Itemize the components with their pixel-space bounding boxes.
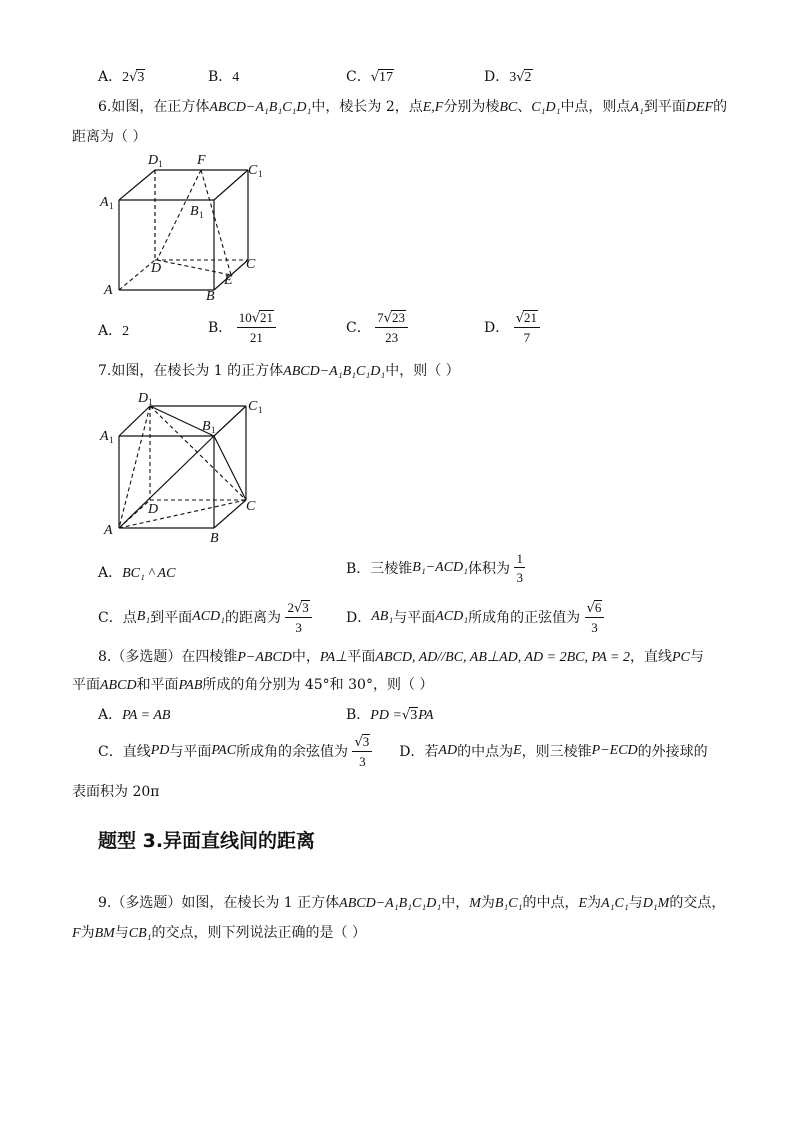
fraction: $\frac{1}{3}$	[516, 551, 523, 585]
fraction: $\frac{√3}{3}$	[352, 734, 372, 768]
q6-stem-line2: 距离为（ ）	[72, 129, 147, 145]
label-D: D	[148, 502, 159, 517]
label-B: B	[210, 531, 219, 546]
q8-option-b: B．PD =√3PA	[346, 707, 434, 723]
q6-stem-line1: 6.如图，在正方体ABCD−A₁B₁C₁D₁中，棱长为 2，点E,F分别为棱BC、C₁D₁中点，则点A₁到平面DEF的	[98, 99, 728, 115]
label-F: F	[197, 153, 206, 168]
svg-text:1: 1	[109, 435, 114, 445]
sqrt-symbol: √	[516, 70, 525, 85]
q8-option-c-d: C．直线PD与平面PAC所成角的余弦值为 $\frac{√3}{3}$ D．若AD的中点为E，则三棱锥P−ECD的外接球的	[98, 734, 708, 769]
q6-option-d: D． $\frac{√21}{7}$	[484, 310, 540, 344]
label-A1: A	[100, 195, 109, 210]
q8-option-d-line2: 表面积为 20π	[72, 784, 160, 800]
q9-stem-line1: 9.（多选题）如图，在棱长为 1 正方体ABCD−A₁B₁C₁D₁中，M为B₁C₁的中点，E为A₁C₁与D₁M的交点，	[98, 895, 726, 911]
svg-text:1: 1	[199, 210, 204, 220]
q6-cube-figure	[96, 150, 276, 305]
label-C: C	[246, 257, 256, 272]
label-B1: B	[202, 419, 211, 434]
label-D: D	[151, 261, 162, 276]
q6-option-c: C． $\frac{7√23}{23}$	[346, 310, 408, 344]
q5-options	[98, 64, 658, 86]
q6-options	[98, 310, 618, 350]
fraction: $\frac{10√21}{21}$	[237, 310, 276, 344]
label-A: A	[104, 523, 113, 538]
sqrt-symbol: √	[370, 70, 380, 85]
svg-text:1: 1	[258, 169, 263, 179]
label-E: E	[224, 273, 233, 288]
q6-option-b: B． $\frac{10√21}{21}$	[208, 310, 276, 344]
svg-text:1: 1	[109, 201, 114, 211]
label-A: A	[104, 283, 113, 298]
q7-option-c: C．点B₁到平面ACD₁的距离为 $\frac{2√3}{3}$	[98, 600, 312, 634]
svg-text:1: 1	[211, 425, 216, 435]
label-A1: A	[100, 429, 109, 444]
svg-text:1: 1	[148, 397, 153, 407]
fraction: $\frac{√21}{7}$	[514, 310, 540, 344]
q7-stem: 7.如图，在棱长为 1 的正方体ABCD−A₁B₁C₁D₁中，则（ ）	[98, 363, 460, 379]
label-C1: C	[248, 399, 258, 414]
fraction: $\frac{2√3}{3}$	[285, 600, 311, 634]
q7-option-b: B．三棱锥B₁−ACD₁体积为 $\frac{1}{3}$	[346, 551, 523, 585]
q5-option-b: B．4	[208, 69, 240, 85]
q6-option-a: A．2	[98, 323, 130, 339]
section-heading: 题型 3.异面直线间的距离	[98, 830, 316, 852]
q7-cube-figure	[96, 386, 276, 546]
q8-stem-line2: 平面ABCD和平面PAB所成的角分别为 45°和 30°，则（ ）	[72, 677, 434, 693]
fraction: $\frac{7√23}{23}$	[375, 310, 408, 344]
label-C1: C	[248, 163, 258, 178]
q9-stem-line2: F为BM与CB₁的交点，则下列说法正确的是（ ）	[72, 925, 366, 941]
q5-option-a: A．2√3	[98, 69, 145, 85]
label-C: C	[246, 499, 256, 514]
q7-option-d: D．AB₁与平面ACD₁所成角的正弦值为 $\frac{√6}{3}$	[346, 600, 604, 634]
q5-option-c: C．√17	[346, 69, 394, 85]
sqrt-symbol: √	[129, 70, 138, 85]
q8-option-a: A．PA = AB	[98, 707, 171, 723]
svg-text:1: 1	[158, 159, 163, 169]
fraction: $\frac{√6}{3}$	[585, 600, 605, 634]
label-D1: D	[138, 391, 149, 406]
svg-text:1: 1	[258, 405, 263, 415]
label-B: B	[206, 289, 215, 304]
q5-option-d: D．3√2	[484, 69, 532, 85]
q7-option-a: A．BC₁ ^ AC	[98, 565, 176, 581]
label-B1: B	[190, 204, 199, 219]
q8-stem-line1: 8.（多选题）在四棱锥P−ABCD中，PA⊥平面ABCD, AD//BC, AB⊥AD, AD = 2BC, PA = 2，直线PC与	[98, 649, 704, 665]
label-D1: D	[148, 153, 159, 168]
